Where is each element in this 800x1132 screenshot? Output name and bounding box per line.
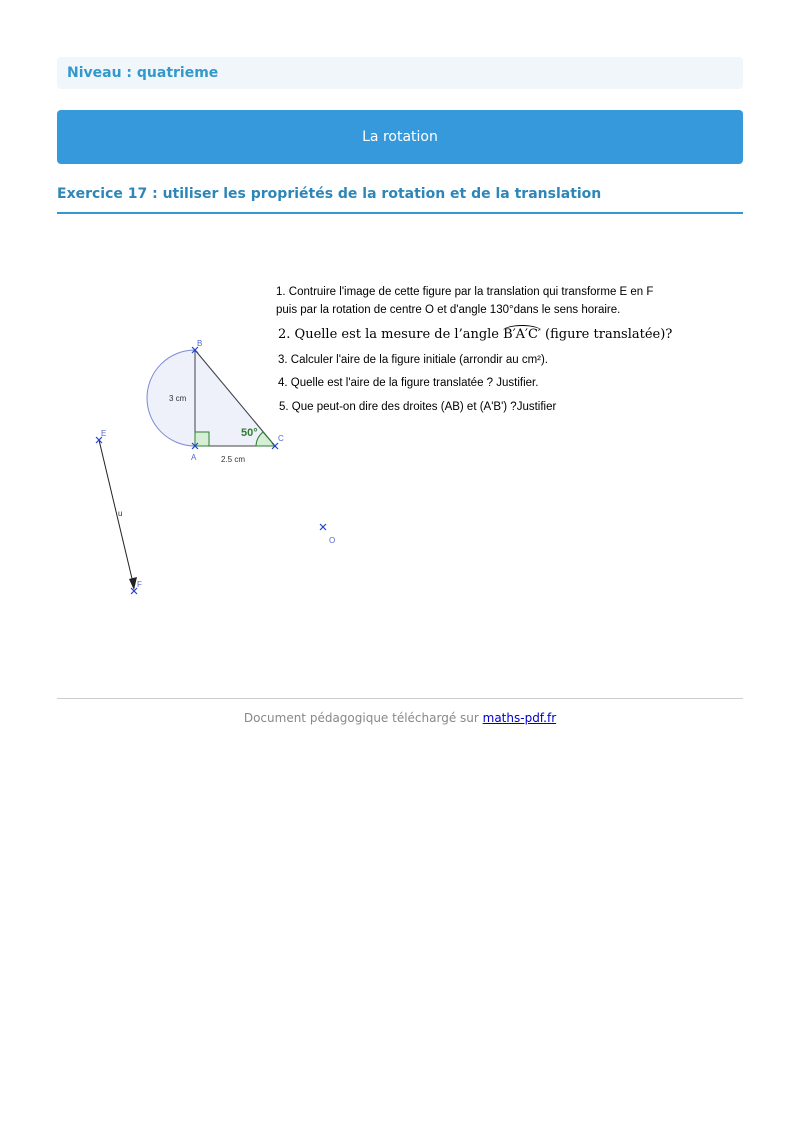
- vector-u: [99, 440, 134, 587]
- question-2-before: 2. Quelle est la mesure de l’angle: [278, 327, 504, 342]
- question-5: 5. Que peut-on dire des droites (AB) et (A'B') ?Justifier: [279, 401, 557, 413]
- label-ac-length: 2.5 cm: [221, 455, 246, 464]
- label-b: B: [197, 339, 203, 348]
- label-a: A: [191, 453, 197, 462]
- chapter-title: La rotation: [57, 110, 743, 164]
- question-3: 3. Calculer l'aire de la figure initiale (arrondir au cm²).: [278, 354, 548, 366]
- exercise-content: [80, 270, 700, 610]
- question-2-after: (figure translatée)?: [540, 327, 673, 342]
- label-f: F: [137, 580, 142, 589]
- vector-arrowhead: [129, 577, 137, 590]
- footer-link[interactable]: maths-pdf.fr: [482, 711, 557, 725]
- footer-text: Document pédagogique téléchargé sur: [243, 711, 483, 725]
- footer: [57, 711, 743, 725]
- label-angle: 50°: [241, 427, 258, 439]
- label-u: u: [118, 509, 123, 518]
- title-underline: [57, 212, 743, 214]
- label-ab-length: 3 cm: [169, 394, 187, 403]
- footer-divider: [57, 698, 743, 699]
- question-4: 4. Quelle est l'aire de la figure translatée ? Justifier.: [278, 377, 539, 389]
- exercise-title: Exercice 17 : utiliser les propriétés de la rotation et de la translation: [57, 186, 602, 202]
- label-e: E: [101, 429, 107, 438]
- question-1-line-1: 1. Contruire l'image de cette figure par la translation qui transforme E en F: [276, 286, 654, 298]
- geometry-figure: [80, 270, 700, 610]
- question-2: [278, 327, 672, 342]
- question-2-angle: B′A′C′: [503, 327, 541, 342]
- label-o: O: [329, 536, 336, 545]
- question-1-line-2: puis par la rotation de centre O et d'angle 130°dans le sens horaire.: [276, 304, 621, 316]
- level-banner: Niveau : quatrieme: [57, 57, 743, 89]
- label-c: C: [278, 434, 284, 443]
